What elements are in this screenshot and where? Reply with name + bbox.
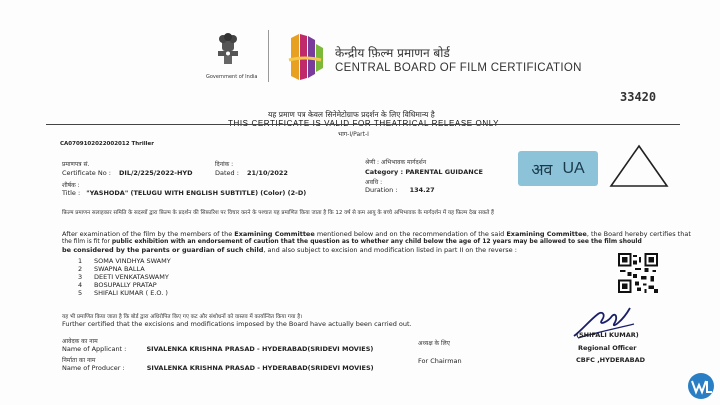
- para-text-5: public exhibition with an endorsement of caution that the question as to whether any child below the age of 12 years may be allowed to see the film should: [111, 238, 642, 245]
- category-field: Category : PARENTAL GUIDANCE: [365, 168, 483, 176]
- title-hindi-label: शीर्षक :: [62, 182, 80, 189]
- cbfc-logo-icon: [285, 30, 325, 85]
- examining-committee-1: Examining Committee: [234, 230, 315, 238]
- part-label: भाग-I/Part-I: [338, 131, 369, 138]
- reference-code: CA0709102022002012 Thriller: [60, 141, 154, 147]
- board-title-hindi: केन्द्रीय फ़िल्म प्रमाणन बोर्ड: [335, 46, 450, 60]
- rating-hindi: अव: [531, 161, 553, 179]
- watermark-logo-icon: [686, 371, 716, 401]
- list-item: 2 SWAPNA BALLA: [78, 265, 145, 273]
- applicant-hindi-label: आवेदक का नाम: [62, 338, 98, 345]
- duration-label: Duration :: [365, 186, 398, 194]
- cert-no-hindi-label: प्रमाणपत्र सं.: [62, 161, 90, 168]
- further-certified: Further certified that the excisions and modifications imposed by the Board have actually been carried out.: [62, 320, 412, 328]
- header-divider: [268, 30, 269, 82]
- date-hindi-label: दिनांक :: [215, 161, 234, 168]
- committee-members-list: [78, 257, 171, 297]
- para-text-1: After examination of the film by the members of the: [62, 230, 233, 238]
- english-paragraph-line-1: [62, 230, 691, 238]
- rating-badge: [518, 151, 598, 186]
- further-certified-hindi: यह भी प्रमाणित किया जाता है कि बोर्ड द्वारा अधिरोपित किए गए कट और संशोधनों को वास्तव में कार्यान्वित किया गया है।: [62, 314, 303, 320]
- applicant-value: SIVALENKA KRISHNA PRASAD - HYDERABAD(SRIDEVI MOVIES): [146, 345, 374, 353]
- hindi-paragraph: फ़िल्म प्रमाणन सलाहकार समिति के सदस्यों द्वारा फ़िल्म के प्रदर्शन की सिफ़ारिश पर विचार करने के पश्चात यह प्रमाणित किया जाता है कि 12 वर्ष से कम आयु के बच्चे अभिभावक के मार्गदर्शन में यह फ़िल्म देख सकते हैं: [62, 210, 494, 216]
- category-hindi: श्रेणी : अभिभावक मार्गदर्शन: [365, 159, 427, 166]
- board-title: CENTRAL BOARD OF FILM CERTIFICATION: [335, 62, 582, 74]
- examining-committee-2: Examining Committee: [506, 230, 587, 238]
- producer-label: Name of Producer :: [62, 364, 125, 372]
- duration-field: [365, 186, 435, 194]
- duration-value: 134.27: [409, 186, 435, 194]
- english-paragraph-line-2: [62, 238, 642, 245]
- applicant-label: Name of Applicant :: [62, 345, 127, 353]
- date-field: [215, 169, 288, 177]
- triangle-symbol-icon: [609, 144, 669, 188]
- film-title-field: [62, 189, 306, 197]
- para-text-4: the film is fit for: [62, 238, 110, 245]
- para-text-7: , and also subject to excision and modification listed in part II on the reverse :: [263, 246, 517, 254]
- officer-title: Regional Officer: [578, 344, 637, 352]
- film-title-value: "YASHODA" (TELUGU WITH ENGLISH SUBTITLE) (Color) (2-D): [86, 189, 307, 197]
- producer-field: [62, 364, 374, 372]
- para-text-6: be considered by the parents or guardian of such child: [62, 246, 264, 254]
- qr-code-icon: [617, 253, 659, 293]
- date-value: 21/10/2022: [247, 169, 288, 177]
- date-label: Dated :: [215, 169, 239, 177]
- cert-no-label: Certificate No :: [62, 169, 111, 177]
- list-item: 1 SOMA VINDHYA SWAMY: [78, 257, 171, 265]
- list-item: 3 DEETI VENKATASWAMY: [78, 273, 169, 281]
- para-text-2: mentioned below and on the recommendation of the said: [316, 230, 505, 238]
- for-chairman: For Chairman: [418, 357, 462, 365]
- list-item: 4 BOSUPALLY PRATAP: [78, 281, 157, 289]
- officer-office: CBFC ,HYDERABAD: [576, 356, 646, 364]
- cert-no-field: [62, 169, 193, 177]
- list-item: 5 SHIFALI KUMAR ( E.O. ): [78, 289, 168, 297]
- english-paragraph-line-3: [62, 246, 517, 254]
- state-emblem-icon: [211, 32, 245, 68]
- para-text-3: , the Board hereby certifies that: [586, 230, 691, 238]
- officer-name: (SHIFALI KUMAR): [576, 331, 639, 339]
- film-title-label: Title :: [62, 189, 81, 197]
- duration-hindi: अवधि :: [365, 179, 383, 186]
- rating-english: UA: [562, 159, 585, 177]
- applicant-field: [62, 345, 373, 353]
- for-chairman-hindi: अध्यक्ष के लिए: [418, 340, 450, 347]
- producer-value: SIVALENKA KRISHNA PRASAD - HYDERABAD(SRIDEVI MOVIES): [146, 364, 374, 372]
- validity-note-hindi: यह प्रमाण पत्र केवल सिनेमेटोग्राफ प्रदर्शन के लिए विधिमान्य है: [268, 110, 435, 119]
- cert-no-value: DIL/2/225/2022-HYD: [119, 169, 193, 177]
- certificate-serial: 33420: [620, 90, 657, 104]
- header-rule: [46, 124, 680, 125]
- government-of-india-label: Government of India: [206, 74, 258, 80]
- producer-hindi-label: निर्माता का नाम: [62, 357, 96, 364]
